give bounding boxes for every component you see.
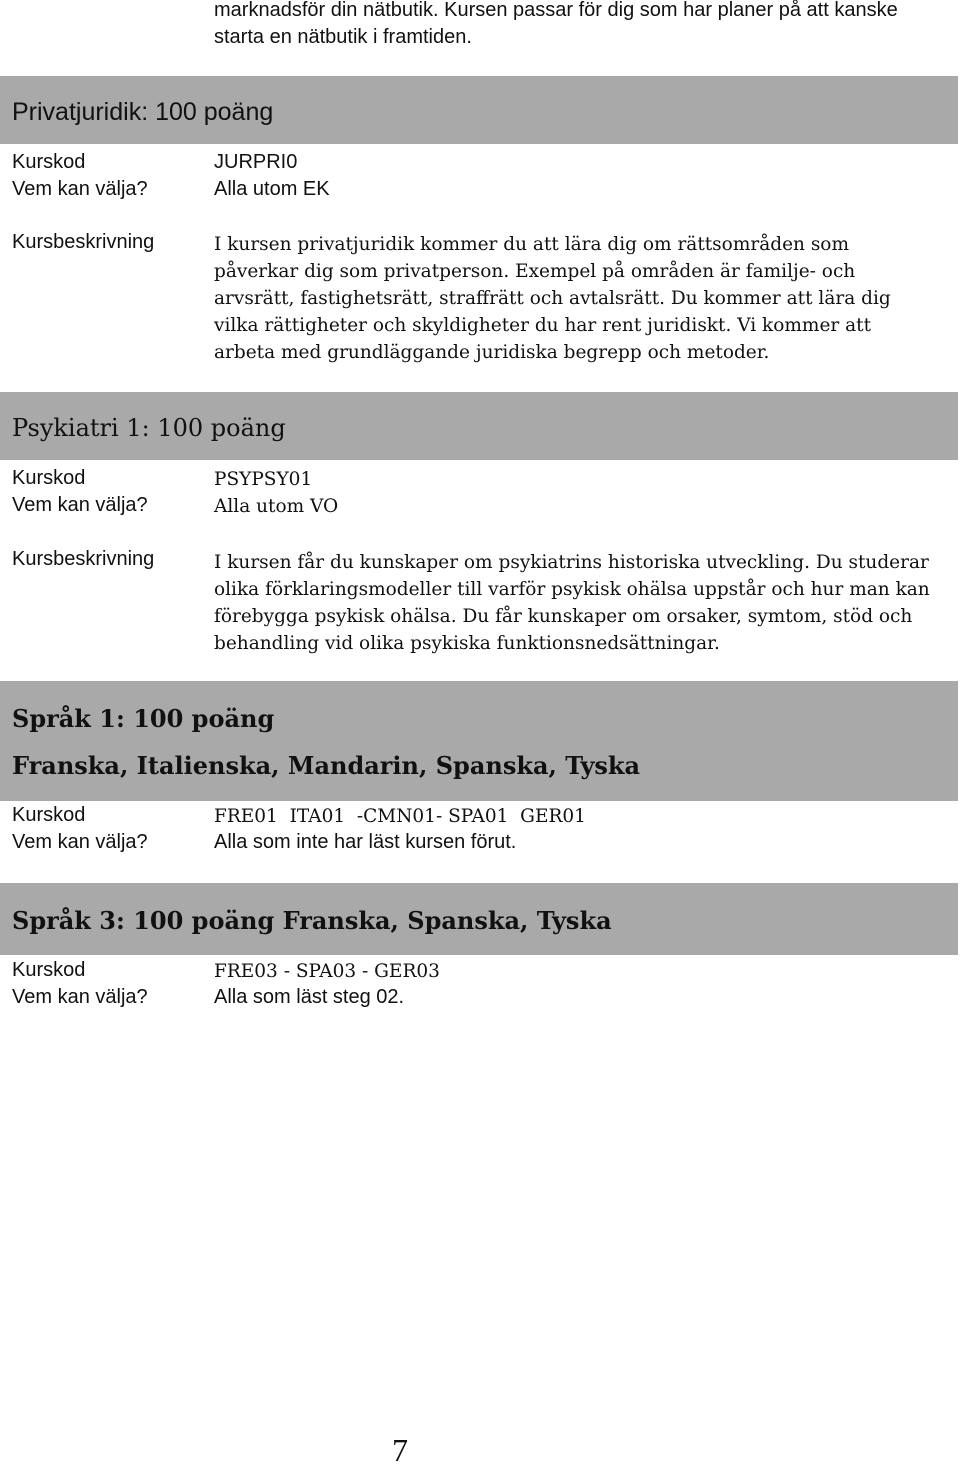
kurskod-label: Kurskod <box>12 959 86 981</box>
vem-kan-valja-label: Vem kan välja? <box>12 178 148 200</box>
eligibility-value: Alla som läst steg 02. <box>214 986 405 1008</box>
kurskod-label: Kurskod <box>12 804 86 826</box>
section-subtitle: Franska, Italienska, Mandarin, Spanska, Tyska <box>12 751 641 780</box>
eligibility-value: Alla utom EK <box>214 178 330 200</box>
kursbeskrivning-label: Kursbeskrivning <box>12 231 155 253</box>
course-code: PSYPSY01 <box>214 469 313 490</box>
course-description: I kursen privatjuridik kommer du att lära dig om rättsområden som påverkar dig som privatperson. Exempel på områden är familje- och arvsrätt, fastighetsrätt, straffrätt och avtalsrätt. Du kommer att lära dig vilka rättigheter och skyldigheter du har rent juridiskt. Vi kommer att arbeta med grundläggande juridiska begrepp och metoder. <box>214 234 891 363</box>
vem-kan-valja-label: Vem kan välja? <box>12 494 148 516</box>
section-header-band <box>0 681 958 801</box>
section-title: Psykiatri 1: 100 poäng <box>12 414 286 442</box>
section-title: Språk 3: 100 poäng Franska, Spanska, Tyska <box>12 906 612 935</box>
kurskod-label: Kurskod <box>12 151 86 173</box>
kurskod-label: Kurskod <box>12 467 86 489</box>
intro-paragraph: marknadsför din nätbutik. Kursen passar för dig som har planer på att kanske starta en nätbutik i framtiden. <box>214 0 898 48</box>
eligibility-value: Alla som inte har läst kursen förut. <box>214 831 517 853</box>
vem-kan-valja-label: Vem kan välja? <box>12 831 148 853</box>
course-code: JURPRI0 <box>214 151 298 173</box>
eligibility-value: Alla utom VO <box>214 496 339 517</box>
page-number: 7 <box>392 1432 408 1468</box>
section-title: Språk 1: 100 poäng <box>12 704 275 733</box>
course-code: FRE01 ITA01 -CMN01- SPA01 GER01 <box>214 806 586 827</box>
section-title: Privatjuridik: 100 poäng <box>12 98 274 126</box>
course-description: I kursen får du kunskaper om psykiatrins historiska utveckling. Du studerar olika förklaringsmodeller till varför psykisk ohälsa uppstår och hur man kan förebygga psykisk ohälsa. Du får kunskaper om orsaker, symtom, stöd och behandling vid olika psykiska funktionsnedsättningar. <box>214 552 930 654</box>
kursbeskrivning-label: Kursbeskrivning <box>12 548 155 570</box>
course-code: FRE03 - SPA03 - GER03 <box>214 961 440 982</box>
vem-kan-valja-label: Vem kan välja? <box>12 986 148 1008</box>
